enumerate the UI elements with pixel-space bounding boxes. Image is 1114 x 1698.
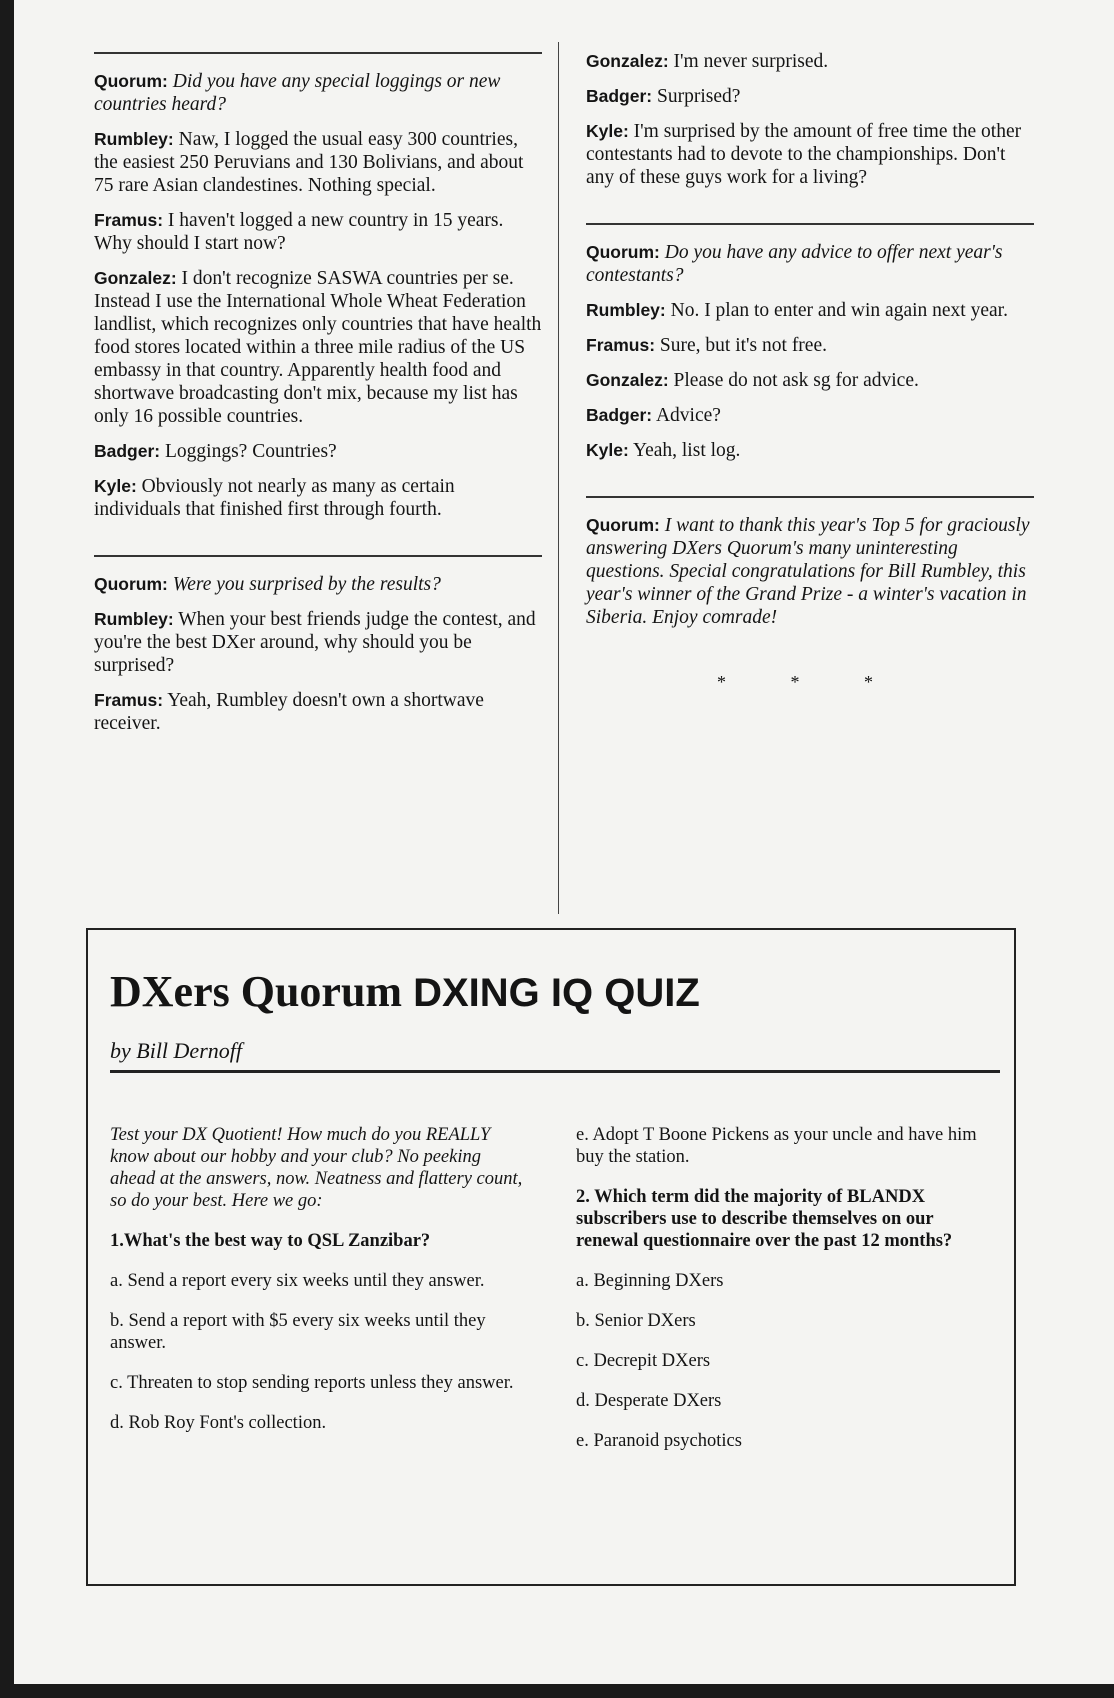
quiz-title (110, 966, 700, 1019)
answer-text: I haven't logged a new country in 15 years. Why should I start now? (94, 210, 504, 254)
interview-paragraph (586, 85, 1034, 108)
speaker-name: Rumbley: (94, 609, 174, 629)
speaker-name: Rumbley: (586, 300, 666, 320)
quiz-right-column (576, 1124, 996, 1470)
question-text: Were you surprised by the results? (172, 574, 441, 595)
interview-paragraph (94, 689, 542, 735)
question-text: I want to thank this year's Top 5 for graciously answering DXers Quorum's many uninteresting questions. Special congratulations for Bill Rumbley, this year's winner of the Grand Prize - a winter's vacation in Siberia. Enjoy comrade! (586, 515, 1030, 628)
interview-paragraph (94, 267, 542, 428)
quiz-q2-option-e: e. Paranoid psychotics (576, 1431, 742, 1451)
interview-left-column (94, 52, 542, 747)
answer-text: No. I plan to enter and win again next year. (670, 300, 1008, 321)
interview-paragraph (94, 573, 542, 596)
interview-paragraph (586, 50, 1034, 73)
section-rule (94, 555, 542, 557)
page-edge-left (0, 0, 14, 1698)
quiz-q1-option-d: d. Rob Roy Font's collection. (110, 1413, 327, 1433)
page-edge-bottom (0, 1684, 1114, 1698)
interview-paragraph (586, 334, 1034, 357)
answer-text: Surprised? (657, 86, 741, 107)
answer-text: Obviously not nearly as many as certain individuals that finished first through fourth. (94, 476, 455, 520)
quiz-q1-option-b: b. Send a report with $5 every six weeks until they answer. (110, 1311, 486, 1353)
speaker-name: Gonzalez: (586, 51, 669, 71)
quiz-q1-option-c: c. Threaten to stop sending reports unless they answer. (110, 1373, 514, 1393)
interview-paragraph (586, 404, 1034, 427)
interview-paragraph (94, 440, 542, 463)
interview-paragraph (586, 439, 1034, 462)
speaker-name: Kyle: (586, 121, 629, 141)
quiz-q2-option-d: d. Desperate DXers (576, 1391, 722, 1411)
speaker-name: Quorum: (586, 242, 660, 262)
speaker-name: Quorum: (94, 574, 168, 594)
quiz-question-1: 1.What's the best way to QSL Zanzibar? (110, 1231, 431, 1251)
interview-paragraph (586, 299, 1034, 322)
speaker-name: Gonzalez: (94, 268, 177, 288)
answer-text: I'm surprised by the amount of free time the other contestants had to devote to the championships. Don't any of these guys work for a living? (586, 121, 1022, 188)
answer-text: When your best friends judge the contest, and you're the best DXer around, why should you be surprised? (94, 609, 536, 676)
column-divider (558, 42, 559, 914)
interview-paragraph (586, 514, 1034, 629)
speaker-name: Quorum: (586, 515, 660, 535)
speaker-name: Quorum: (94, 71, 168, 91)
speaker-name: Rumbley: (94, 129, 174, 149)
interview-paragraph (94, 475, 542, 521)
interview-paragraph (586, 241, 1034, 287)
section-rule (586, 496, 1034, 498)
speaker-name: Framus: (94, 690, 164, 710)
speaker-name: Badger: (586, 86, 653, 106)
quiz-title-rule (110, 1070, 1000, 1073)
quiz-q2-option-c: c. Decrepit DXers (576, 1351, 711, 1371)
quiz-byline: by Bill Dernoff (110, 1038, 242, 1063)
quiz-q1-option-a: a. Send a report every six weeks until they answer. (110, 1271, 485, 1291)
answer-text: Yeah, list log. (632, 440, 741, 461)
answer-text: Naw, I logged the usual easy 300 countries, the easiest 250 Peruvians and 130 Bolivians, and about 75 rare Asian clandestines. Nothing special. (94, 129, 524, 196)
speaker-name: Badger: (94, 441, 161, 461)
quiz-q2-option-a: a. Beginning DXers (576, 1271, 724, 1291)
quiz-title-sans: DXING IQ QUIZ (413, 971, 700, 1015)
quiz-question-2: 2. Which term did the majority of BLANDX subscribers use to describe themselves on our renewal questionnaire over the past 12 months? (576, 1187, 953, 1251)
interview-paragraph (94, 608, 542, 677)
speaker-name: Framus: (94, 210, 164, 230)
section-rule (94, 52, 542, 54)
answer-text: Please do not ask sg for advice. (673, 370, 919, 391)
answer-text: Advice? (655, 405, 721, 426)
interview-right-column (586, 50, 1034, 694)
quiz-left-column (110, 1124, 530, 1452)
speaker-name: Framus: (586, 335, 656, 355)
quiz-intro: Test your DX Quotient! How much do you REALLY know about our hobby and your club? No peeking ahead at the answers, now. Neatness and flattery count, so do your best. Here we go: (110, 1125, 523, 1211)
speaker-name: Badger: (586, 405, 653, 425)
interview-paragraph (94, 209, 542, 255)
answer-text: I don't recognize SASWA countries per se. Instead I use the International Whole Wheat Federation landlist, which recognizes only countries that have health food stores located within a three mile radius of the US embassy in that country. Apparently health food and shortwave broadcasting don't mix, because my list has only 16 possible countries. (94, 268, 542, 427)
speaker-name: Gonzalez: (586, 370, 669, 390)
interview-paragraph (586, 369, 1034, 392)
speaker-name: Kyle: (586, 440, 629, 460)
interview-paragraph (94, 70, 542, 116)
quiz-q1-option-e: e. Adopt T Boone Pickens as your uncle and have him buy the station. (576, 1125, 977, 1167)
question-text: Do you have any advice to offer next year's contestants? (586, 242, 1003, 286)
interview-paragraph (94, 128, 542, 197)
answer-text: Loggings? Countries? (165, 441, 337, 462)
section-end-mark: * * * (717, 672, 903, 692)
quiz-title-serif: DXers Quorum (110, 967, 403, 1016)
interview-paragraph (586, 120, 1034, 189)
quiz-box (86, 928, 1016, 1586)
section-rule (586, 223, 1034, 225)
quiz-q2-option-b: b. Senior DXers (576, 1311, 696, 1331)
answer-text: I'm never surprised. (673, 51, 829, 72)
answer-text: Yeah, Rumbley doesn't own a shortwave receiver. (94, 690, 484, 734)
speaker-name: Kyle: (94, 476, 137, 496)
question-text: Did you have any special loggings or new countries heard? (94, 71, 501, 115)
answer-text: Sure, but it's not free. (659, 335, 827, 356)
